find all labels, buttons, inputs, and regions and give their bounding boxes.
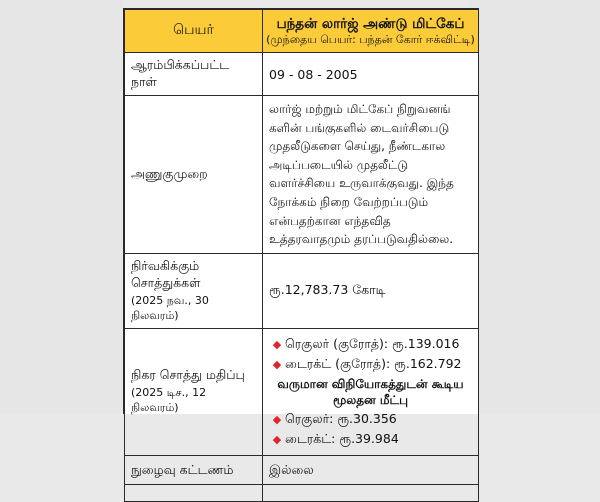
entry-load-label: நுழைவு கட்டணம் [125, 456, 263, 485]
background-right [470, 0, 600, 413]
background-left [0, 0, 122, 413]
name-header: பெயர் [125, 10, 263, 53]
nav-date: (2025 டிச., 12 நிலவரம்) [131, 386, 207, 415]
entry-load-value: இல்லை [263, 456, 479, 485]
idcw-regular: ரெகுலர்: ரூ.30.356 [285, 411, 397, 427]
next-row [125, 485, 479, 502]
red-diamond-icon: ◆ [272, 357, 282, 371]
start-date-value: 09 - 08 - 2005 [263, 53, 479, 96]
nav-item [269, 411, 472, 428]
next-row-value [263, 485, 479, 502]
red-diamond-icon: ◆ [272, 413, 282, 427]
fund-info-card [123, 8, 479, 477]
aum-row [125, 253, 479, 328]
header-row [125, 10, 479, 53]
aum-date: (2025 நவ., 30 நிலவரம்) [131, 293, 209, 322]
approach-label: அணுகுமுறை [125, 96, 263, 254]
red-diamond-icon: ◆ [272, 433, 282, 447]
fund-name: பந்தன் லார்ஜ் அண்டு மிட்கேப் [276, 15, 465, 32]
next-row-label [125, 485, 263, 502]
nav-item [269, 356, 472, 373]
start-date-label: ஆரம்பிக்கப்பட்ட நாள் [125, 53, 263, 96]
nav-values [263, 328, 479, 455]
start-date-row [125, 53, 479, 96]
nav-row [125, 328, 479, 455]
aum-value: ரூ.12,783.73 கோடி [263, 253, 479, 328]
former-name: (முந்தைய பெயர்: பந்தன் கோர் ஈக்விட்டி) [266, 32, 475, 46]
idcw-title: வருமான விநியோகத்துடன் கூடிய மூலதன மீட்பு [277, 376, 464, 407]
nav-label-cell [125, 328, 263, 455]
approach-value: லார்ஜ் மற்றும் மிட்கேப் நிறுவனங் களின் பங்குகளில் டைவர்சிபைடு முதலீடுகளை செய்து, நீண்டகால அடிப்படையில் முதலீட்டு வளர்ச்சியை உருவாக்குவது. இந்த நோக்கம் நிறை வேற்றப்படும் என்பதற்கான எந்தவித உத்தரவாதமும் தரப்படுவதில்லை. [263, 96, 479, 254]
approach-row [125, 96, 479, 254]
aum-label: நிர்வகிக்கும் சொத்துக்கள் [131, 257, 201, 290]
red-diamond-icon: ◆ [272, 337, 282, 351]
nav-item [269, 336, 472, 353]
fund-info-table [124, 9, 479, 502]
entry-load-row [125, 456, 479, 485]
growth-regular: ரெகுலர் (குரோத்): ரூ.139.016 [285, 335, 460, 351]
growth-direct: டைரக்ட் (குரோத்): ரூ.162.792 [285, 355, 462, 371]
aum-label-cell [125, 253, 263, 328]
idcw-direct: டைரக்ட்: ரூ.39.984 [285, 431, 399, 447]
nav-item [269, 431, 472, 448]
nav-label: நிகர சொத்து மதிப்பு [131, 367, 245, 383]
fund-name-header [263, 10, 479, 53]
